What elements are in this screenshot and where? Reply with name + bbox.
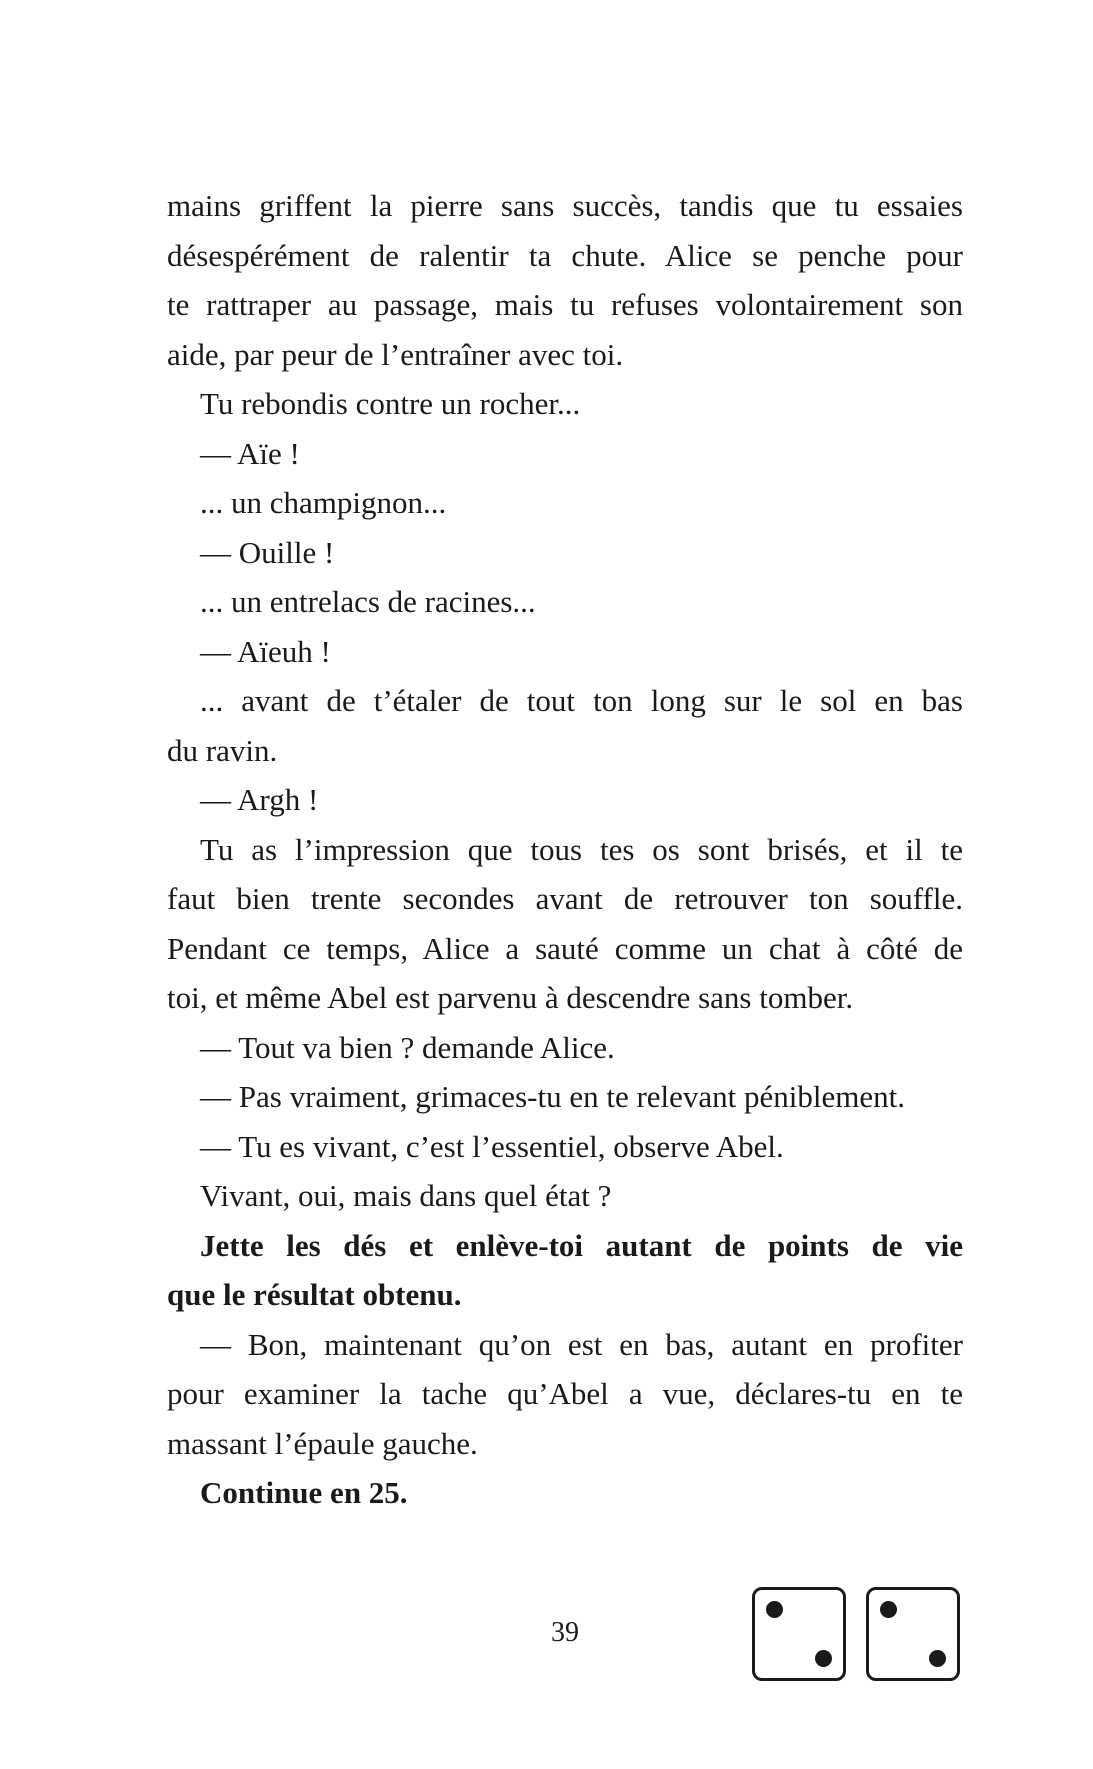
dialogue-line: — Aïeuh ! <box>200 633 331 669</box>
dialogue-line: — Tout va bien ? demande Alice. <box>200 1029 615 1065</box>
text-line: Pendant ce temps, Alice a sauté comme un chat à côté de <box>167 930 963 966</box>
dice-two-icon <box>866 1587 960 1681</box>
text-line: ... un entrelacs de racines... <box>200 584 536 619</box>
text-line: Vivant, oui, mais dans quel état ? <box>200 1178 612 1213</box>
dice-pip <box>880 1601 897 1618</box>
page-body <box>167 181 963 1518</box>
dice-pip <box>766 1601 783 1618</box>
text-line: ... un champignon... <box>200 485 447 520</box>
text-line: désespérément de ralentir ta chute. Alice se penche pour <box>167 237 963 273</box>
text-line: aide, par peur de l’entraîner avec toi. <box>167 336 624 372</box>
continue-instruction: Continue en 25. <box>200 1475 408 1510</box>
text-line: pour examiner la tache qu’Abel a vue, déclares-tu en te <box>167 1376 963 1411</box>
dialogue-line: — Tu es vivant, c’est l’essentiel, observe Abel. <box>200 1128 784 1164</box>
text-line: mains griffent la pierre sans succès, tandis que tu essaies <box>167 188 963 223</box>
dialogue-line: — Bon, maintenant qu’on est en bas, autant en profiter <box>200 1326 963 1362</box>
dialogue-line: — Argh ! <box>200 782 319 817</box>
dialogue-line: — Ouille ! <box>200 534 335 570</box>
dice-pip <box>929 1650 946 1667</box>
text-line: du ravin. <box>167 732 278 768</box>
dice-two-icon <box>752 1587 846 1681</box>
instruction-line: Jette les dés et enlève-toi autant de points de vie <box>200 1227 963 1263</box>
text-line: Tu as l’impression que tous tes os sont brisés, et il te <box>200 831 963 867</box>
text-line: faut bien trente secondes avant de retrouver ton souffle. <box>167 881 963 916</box>
text-line: massant l’épaule gauche. <box>167 1425 478 1461</box>
instruction-line: que le résultat obtenu. <box>167 1277 462 1312</box>
text-line: te rattraper au passage, mais tu refuses volontairement son <box>167 287 963 322</box>
text-line: Tu rebondis contre un rocher... <box>200 386 581 421</box>
page-number: 39 <box>551 1617 579 1648</box>
text-line: ... avant de t’étaler de tout ton long sur le sol en bas <box>200 683 963 718</box>
dialogue-line: — Pas vraiment, grimaces-tu en te relevant péniblement. <box>200 1079 906 1114</box>
dialogue-line: — Aïe ! <box>200 435 300 471</box>
dice-pip <box>815 1650 832 1667</box>
text-line: toi, et même Abel est parvenu à descendre sans tomber. <box>167 980 854 1015</box>
